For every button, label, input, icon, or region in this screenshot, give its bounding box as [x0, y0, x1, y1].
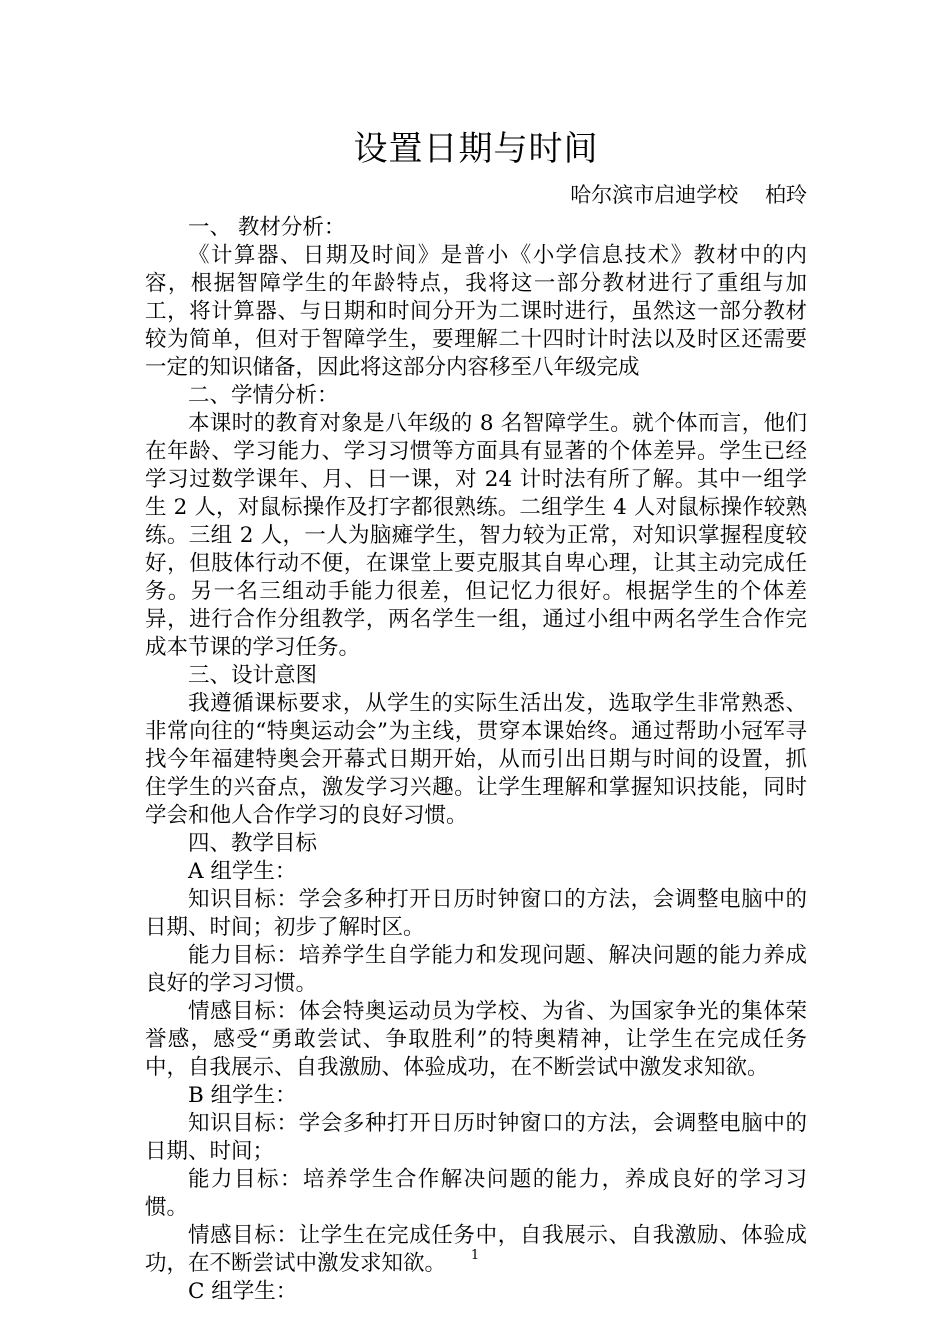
- goal-ability-a: 能力目标：培养学生自学能力和发现问题、解决问题的能力养成良好的学习习惯。: [145, 943, 807, 996]
- group-label-c: C 组学生：: [188, 1279, 298, 1304]
- goal-knowledge-a: 知识目标：学会多种打开日历时钟窗口的方法，会调整电脑中的日期、时间；初步了解时区。: [145, 887, 807, 940]
- document-title: 设置日期与时间: [353, 129, 599, 169]
- document-body: [145, 214, 807, 1306]
- goal-ability-b: 能力目标：培养学生合作解决问题的能力，养成良好的学习习惯。: [145, 1167, 807, 1220]
- section-heading-design: 三、设计意图: [188, 663, 318, 688]
- goal-knowledge-b: 知识目标：学会多种打开日历时钟窗口的方法，会调整电脑中的日期、时间；: [145, 1111, 807, 1164]
- document-page: [145, 120, 807, 1306]
- author-line: 哈尔滨市启迪学校 柏玲: [570, 183, 807, 207]
- body-paragraph: 本课时的教育对象是八年级的 8 名智障学生。就个体而言，他们在年龄、学习能力、学习习惯等方面具有显著的个体差异。学生已经学习过数学课年、月、日一课，对 24 计时法有所了解。其中一组学生 2 人，对鼠标操作及打字都很熟练。二组学生 4 人对鼠标操作较熟练。三组 2 人，一人为脑瘫学生，智力较为正常，对知识掌握程度较好，但肢体行动不便，在课堂上要克服其自卑心理，让其主动完成任务。另一名三组动手能力很差，但记忆力很好。根据学生的个体差异，进行合作分组教学，两名学生一组，通过小组中两名学生合作完成本节课的学习任务。: [145, 411, 807, 660]
- section-heading-goals: 四、教学目标: [188, 831, 318, 856]
- group-label-b: B 组学生：: [188, 1083, 297, 1108]
- body-paragraph: 《计算器、日期及时间》是普小《小学信息技术》教材中的内容，根据智障学生的年龄特点，我将这一部分教材进行了重组与加工，将计算器、与日期和时间分开为二课时进行，虽然这一部分教材较为简单，但对于智障学生，要理解二十四时计时法以及时区还需要一定的知识储备，因此将这部分内容移至八年级完成: [145, 243, 807, 380]
- group-label-a: A 组学生：: [188, 859, 297, 884]
- goal-emotion-a: 情感目标：体会特奥运动员为学校、为省、为国家争光的集体荣誉感，感受“勇敢尝试、争取胜利”的特奥精神，让学生在完成任务中，自我展示、自我激励、体验成功，在不断尝试中激发求知欲。: [145, 999, 807, 1080]
- section-heading-students: 二、学情分析：: [188, 383, 339, 408]
- page-number: 1: [470, 1248, 480, 1263]
- goal-emotion-b: 情感目标：让学生在完成任务中，自我展示、自我激励、体验成功，在不断尝试中激发求知欲。: [145, 1223, 807, 1276]
- body-paragraph: 我遵循课标要求，从学生的实际生活出发，选取学生非常熟悉、非常向往的“特奥运动会”为主线，贯穿本课始终。通过帮助小冠军寻找今年福建特奥会开幕式日期开始，从而引出日期与时间的设置，抓住学生的兴奋点，激发学习兴趣。让学生理解和掌握知识技能，同时学会和他人合作学习的良好习惯。: [145, 691, 807, 828]
- section-heading-materials: 一、 教材分析：: [188, 215, 346, 240]
